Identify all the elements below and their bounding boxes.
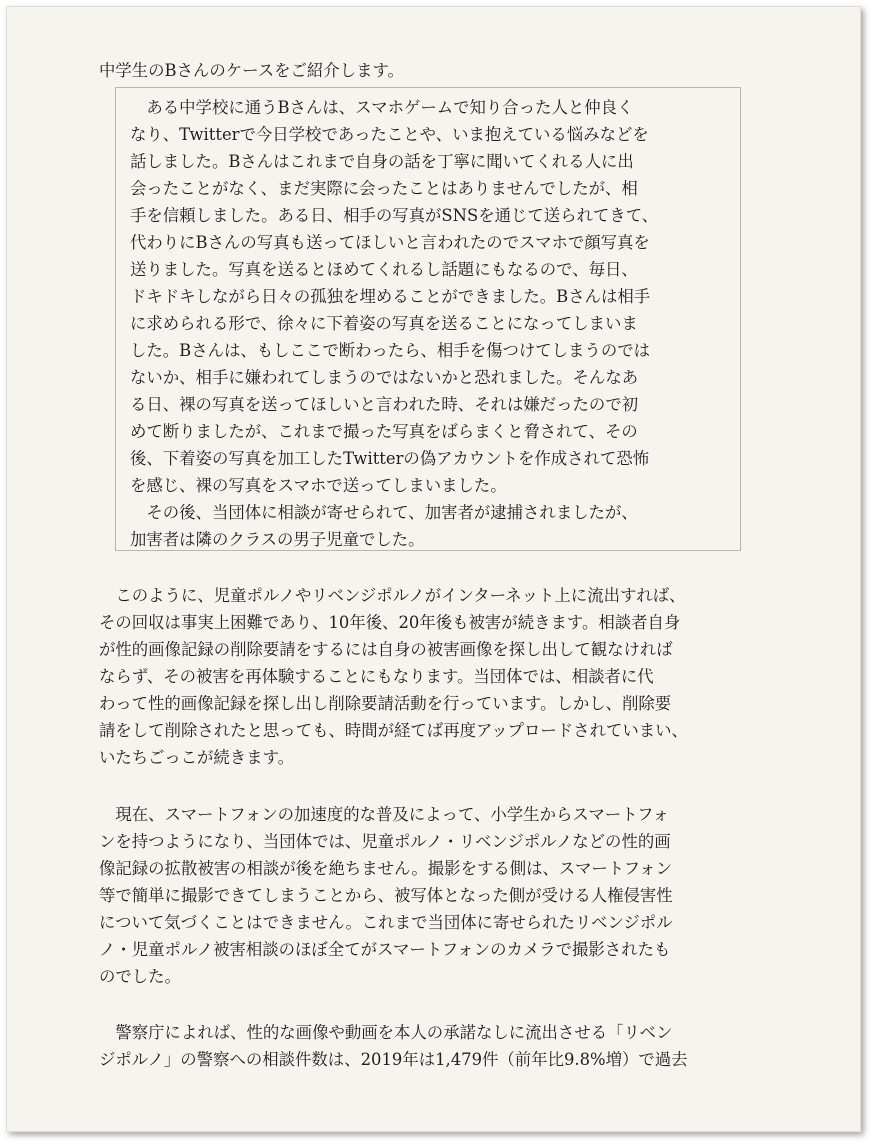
case-line: した。Bさんは、もしここで断わったら、相手を傷つけてしまうのでは: [130, 341, 650, 360]
document-page: [6, 6, 861, 1132]
paragraph-line: 像記録の拡散被害の相談が後を絶ちません。撮影をする側は、スマートフォン: [99, 859, 673, 878]
case-line: 手を信頼しました。ある日、相手の写真がSNSを通じて送られてきて、: [130, 206, 659, 225]
paragraph-line: のでした。: [99, 967, 181, 986]
paragraph-line: いたちごっこが続きます。: [99, 748, 295, 767]
case-line: に求められる形で、徐々に下着姿の写真を送ることになってしまいま: [130, 314, 638, 333]
case-line: 送りました。写真を送るとほめてくれるし話題にもなるので、毎日、: [130, 260, 638, 279]
case-line: めて断りましたが、これまで撮った写真をばらまくと脅されて、その: [130, 422, 638, 441]
paragraph-line: ンを持つようになり、当団体では、児童ポルノ・リベンジポルノなどの性的画: [99, 832, 671, 851]
paragraph-line: 警察庁によれば、性的な画像や動画を本人の承諾なしに流出させる「リベン: [99, 1023, 673, 1042]
paragraph-line: が性的画像記録の削除要請をするには自身の被害画像を探し出して観なければ: [99, 640, 673, 659]
case-line: 話しました。Bさんはこれまで自身の話を丁寧に聞いてくれる人に出: [130, 152, 634, 171]
paragraph-line: わって性的画像記録を探し出し削除要請活動を行っています。しかし、削除要: [99, 694, 672, 713]
case-line: ある中学校に通うBさんは、スマホゲームで知り合った人と仲良く: [130, 98, 634, 117]
case-line: 加害者は隣のクラスの男子児童でした。: [130, 530, 425, 549]
paragraph-line: このように、児童ポルノやリベンジポルノがインターネット上に流出すれば、: [99, 586, 686, 605]
paragraph-line: 現在、スマートフォンの加速度的な普及によって、小学生からスマートフォ: [99, 805, 670, 824]
paragraph-removal-difficulty: [99, 582, 688, 771]
case-study-box: [115, 87, 741, 551]
case-line: 会ったことがなく、まだ実際に会ったことはありませんでしたが、相: [130, 179, 638, 198]
case-line: なり、Twitterで今日学校であったことや、いま抱えている悩みなどを: [130, 125, 649, 144]
case-line: 代わりにBさんの写真も送ってほしいと言われたのでスマホで顔写真を: [130, 233, 650, 252]
intro-sentence: 中学生のBさんのケースをご紹介します。: [99, 61, 404, 80]
case-line: ドキドキしながら日々の孤独を埋めることができました。Bさんは相手: [130, 287, 651, 306]
case-study-text: [130, 94, 658, 553]
case-line: る日、裸の写真を送ってほしいと言われた時、それは嫌だったので初: [130, 395, 639, 414]
paragraph-line: ノ・児童ポルノ被害相談のほぼ全てがスマートフォンのカメラで撮影されたも: [99, 940, 671, 959]
paragraph-line: その回収は事実上困難であり、10年後、20年後も被害が続きます。相談者自身: [99, 613, 681, 632]
paragraph-line: ならず、その被害を再体験することにもなります。当団体では、相談者に代: [99, 667, 654, 686]
case-line: を感じ、裸の写真をスマホで送ってしまいました。: [130, 476, 507, 495]
paragraph-police-statistics: [99, 1019, 688, 1073]
paragraph-line: 等で簡単に撮影できてしまうことから、被写体となった側が受ける人権侵害性: [99, 886, 673, 905]
case-line: その後、当団体に相談が寄せられて、加害者が逮捕されましたが、: [130, 503, 638, 522]
paragraph-line: 請をして削除されたと思っても、時間が経てば再度アップロードされていまい、: [99, 721, 688, 740]
paragraph-line: について気づくことはできません。これまで当団体に寄せられたリベンジポル: [99, 913, 673, 932]
paragraph-smartphone: [99, 801, 673, 990]
case-line: ないか、相手に嫌われてしまうのではないかと恐れました。そんなあ: [130, 368, 639, 387]
case-line: 後、下着姿の写真を加工したTwitterの偽アカウントを作成されて恐怖: [130, 449, 650, 468]
paragraph-line: ジポルノ」の警察への相談件数は、2019年は1,479件（前年比9.8%増）で過去: [99, 1050, 688, 1069]
